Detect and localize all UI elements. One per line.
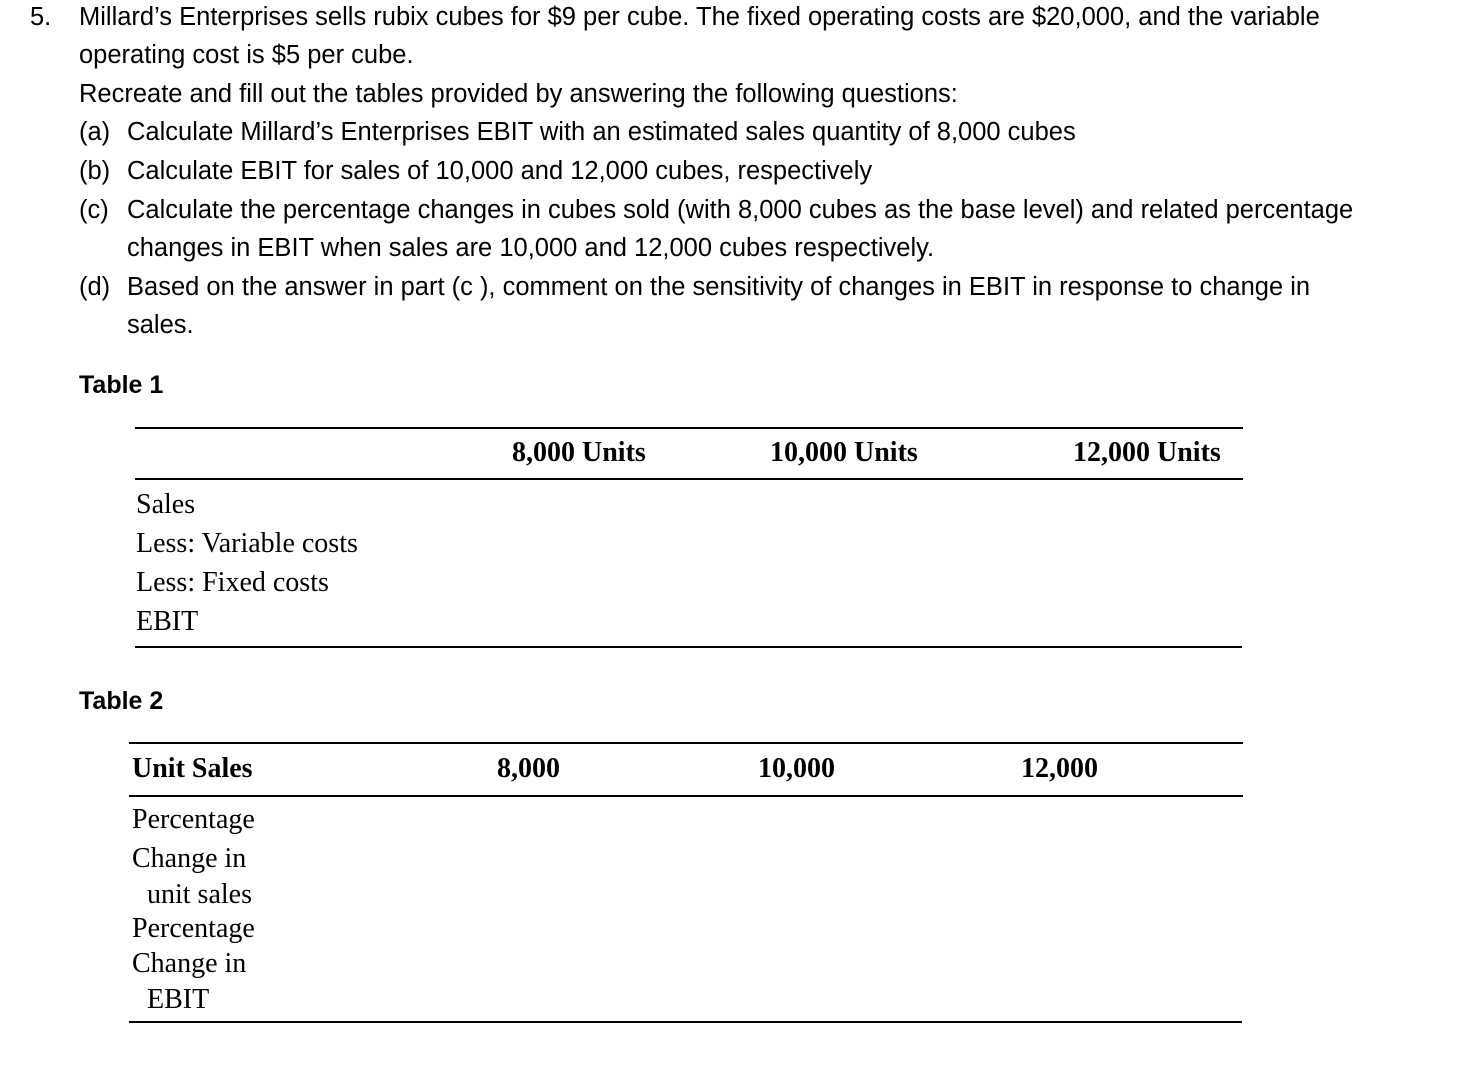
table1-col-header: 8,000 Units xyxy=(512,437,646,468)
question-text-line: Millard’s Enterprises sells rubix cubes for $9 per cube. The fixed operating costs are $20,000, and the variable xyxy=(79,3,1320,31)
part-text: changes in EBIT when sales are 10,000 and 12,000 cubes respectively. xyxy=(127,234,935,262)
table1-row-label-fixed-costs: Less: Fixed costs xyxy=(136,567,329,598)
table-header-rule xyxy=(135,478,1243,480)
part-text: Calculate the percentage changes in cubes sold (with 8,000 cubes as the base level) and related percentage xyxy=(127,196,1354,224)
question-number: 5. xyxy=(30,3,52,31)
part-label: (d) xyxy=(79,273,111,301)
part-text: Calculate EBIT for sales of 10,000 and 12,000 cubes, respectively xyxy=(127,157,873,185)
row-label-line: Change in xyxy=(132,843,247,874)
table1-title: Table 1 xyxy=(79,371,164,399)
question-instructions: Recreate and fill out the tables provided by answering the following questions: xyxy=(79,80,958,108)
row-label-line: unit sales xyxy=(147,879,252,910)
part-label: (c) xyxy=(79,196,109,224)
question-text-line: operating cost is $5 per cube. xyxy=(79,41,414,69)
row-label-line: EBIT xyxy=(147,984,210,1015)
table-bottom-rule xyxy=(135,646,1242,648)
part-text: Calculate Millard’s Enterprises EBIT with an estimated sales quantity of 8,000 cubes xyxy=(127,118,1076,146)
row-label-line: Percentage xyxy=(132,804,255,835)
table2-header-label: Unit Sales xyxy=(132,753,253,784)
table1-row-label-sales: Sales xyxy=(136,489,196,520)
part-text: Based on the answer in part (c ), comment on the sensitivity of changes in EBIT in response to change in xyxy=(127,273,1311,301)
table-header-rule xyxy=(129,795,1243,797)
table2-col-header: 12,000 xyxy=(1021,753,1098,784)
table1-col-header: 10,000 Units xyxy=(770,437,918,468)
table1-col-header: 12,000 Units xyxy=(1073,437,1221,468)
row-label-line: Change in xyxy=(132,948,247,979)
part-text: sales. xyxy=(127,311,194,339)
table-bottom-rule xyxy=(129,1021,1242,1023)
table1-row-label-ebit: EBIT xyxy=(136,606,199,637)
table2-title: Table 2 xyxy=(79,687,164,715)
table-top-rule xyxy=(135,427,1243,429)
part-label: (a) xyxy=(79,118,111,146)
table2-col-header: 10,000 xyxy=(758,753,835,784)
table2-col-header: 8,000 xyxy=(497,753,560,784)
row-label-line: Percentage xyxy=(132,913,255,944)
table-top-rule xyxy=(129,742,1243,744)
table1-row-label-variable-costs: Less: Variable costs xyxy=(136,528,358,559)
part-label: (b) xyxy=(79,157,111,185)
